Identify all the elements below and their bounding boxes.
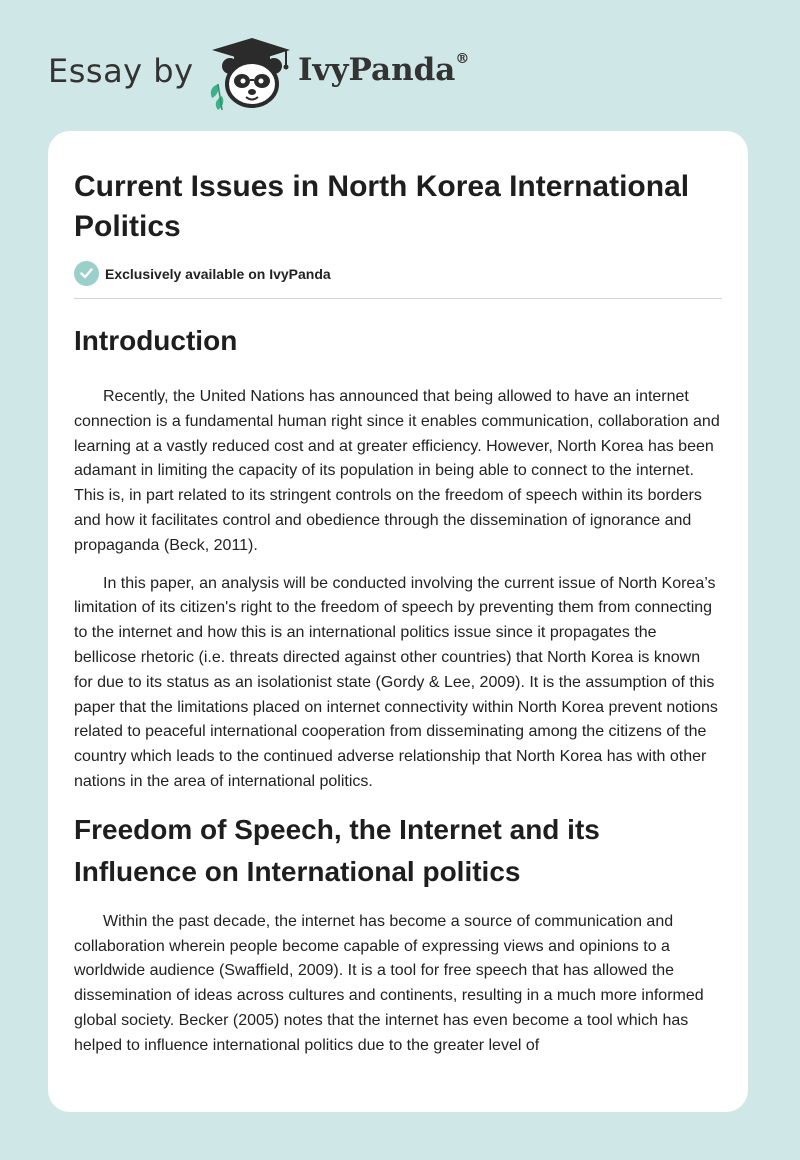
essay-by-label: Essay by bbox=[48, 52, 194, 90]
title-divider bbox=[74, 298, 722, 299]
paragraph-freedom-1: Within the past decade, the internet has become a source of communication and collaboration wherein people become capable of expressing views and opinions to a worldwide audience (Swaffield, 2009). It is a tool for free speech that has allowed the dissemination of ideas across cultures and continents, resulting in a much more informed global society. Becker (2005) notes that the internet has even become a tool which has helped to influence international politics due to the greater level of bbox=[74, 912, 704, 1054]
paragraph-intro-2: In this paper, an analysis will be conducted involving the current issue of North Korea’s limitation of its citizen's right to the freedom of speech by preventing them from connecting to the internet and how this is an international politics issue since it propagates the bellicose rhetoric (i.e. threats directed against other countries) that North Korea is known for due to its status as an isolationist state (Gordy & Lee, 2009). It is the assumption of this paper that the limitations placed on internet connectivity within North Korea prevent notions related to peaceful international cooperation from disseminating among the citizens of the country which leads to the continued adverse relationship that North Korea has with other nations in the area of international politics. bbox=[74, 574, 718, 790]
essay-card bbox=[48, 131, 748, 1112]
registered-mark: ® bbox=[455, 50, 470, 67]
check-circle-icon bbox=[74, 261, 99, 286]
section-heading-freedom-of-speech: Freedom of Speech, the Internet and its Influence on International politics bbox=[74, 813, 600, 887]
section-heading-introduction: Introduction bbox=[74, 325, 238, 356]
brand-name[interactable]: IvyPanda® bbox=[298, 50, 470, 88]
exclusive-badge bbox=[74, 261, 722, 286]
site-header bbox=[48, 36, 752, 116]
essay-title: Current Issues in North Korea International Politics bbox=[74, 170, 690, 243]
paragraph-intro-1: Recently, the United Nations has announced that being allowed to have an internet connection is a fundamental human right since it enables communication, collaboration and learning at a vastly reduced cost and at greater efficiency. However, North Korea has been adamant in limiting the capacity of its population in being able to connect to the internet. This is, in part related to its stringent controls on the freedom of speech within its borders and how it facilitates control and obedience through the dissemination of ignorance and propaganda (Beck, 2011). bbox=[74, 388, 720, 554]
panda-graduate-logo-icon[interactable] bbox=[202, 36, 292, 112]
exclusive-label: Exclusively available on IvyPanda bbox=[105, 265, 331, 282]
